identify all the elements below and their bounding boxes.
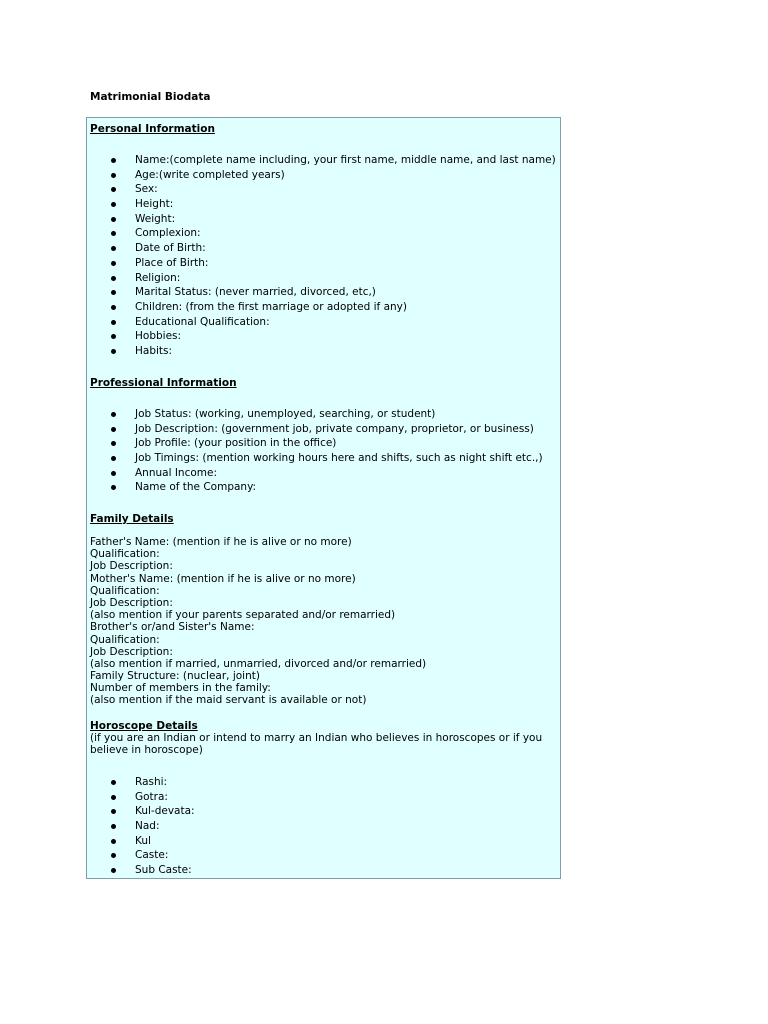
bullet-icon bbox=[111, 780, 116, 785]
bullet-icon bbox=[111, 246, 116, 251]
bullet-icon bbox=[111, 349, 116, 354]
bullet-icon bbox=[111, 471, 116, 476]
bullet-icon bbox=[111, 839, 116, 844]
text-line: Qualification: bbox=[90, 548, 160, 561]
family-details-lines bbox=[90, 536, 555, 707]
document-title: Matrimonial Biodata bbox=[90, 91, 211, 103]
personal-information-list bbox=[87, 153, 556, 359]
list-item: Job Profile: (your position in the office) bbox=[87, 436, 543, 451]
professional-information-list bbox=[87, 407, 543, 495]
list-item: Date of Birth: bbox=[87, 241, 556, 256]
horoscope-details-list bbox=[87, 775, 195, 878]
bullet-icon bbox=[111, 173, 116, 178]
list-item: Children: (from the first marriage or adopted if any) bbox=[87, 300, 556, 315]
bullet-icon bbox=[111, 824, 116, 829]
list-item: Nad: bbox=[87, 819, 195, 834]
bullet-icon bbox=[111, 305, 116, 310]
bullet-icon bbox=[111, 231, 116, 236]
text-line: Family Structure: (nuclear, joint) bbox=[90, 670, 260, 683]
text-line: Job Description: bbox=[90, 560, 173, 573]
bullet-icon bbox=[111, 261, 116, 266]
text-line: Job Description: bbox=[90, 645, 173, 658]
bullet-icon bbox=[111, 187, 116, 192]
list-item: Educational Qualification: bbox=[87, 315, 556, 330]
text-line: Brother's or/and Sister's Name: bbox=[90, 621, 255, 634]
bullet-icon bbox=[111, 795, 116, 800]
bullet-icon bbox=[111, 217, 116, 222]
bullet-icon bbox=[111, 158, 116, 163]
text-line: Qualification: bbox=[90, 633, 160, 646]
bullet-icon bbox=[111, 334, 116, 339]
text-line: Mother's Name: (mention if he is alive or no more) bbox=[90, 572, 356, 585]
bullet-icon bbox=[111, 809, 116, 814]
list-item: Height: bbox=[87, 197, 556, 212]
bullet-icon bbox=[111, 202, 116, 207]
bullet-icon bbox=[111, 290, 116, 295]
list-item: Hobbies: bbox=[87, 329, 556, 344]
family-details-heading: Family Details bbox=[90, 513, 174, 525]
bullet-icon bbox=[111, 853, 116, 858]
bullet-icon bbox=[111, 868, 116, 873]
list-item: Name of the Company: bbox=[87, 480, 543, 495]
list-item: Age:(write completed years) bbox=[87, 168, 556, 183]
list-item: Sub Caste: bbox=[87, 863, 195, 878]
list-item: Complexion: bbox=[87, 226, 556, 241]
list-item: Marital Status: (never married, divorced, etc,) bbox=[87, 285, 556, 300]
list-item: Job Status: (working, unemployed, searching, or student) bbox=[87, 407, 543, 422]
bullet-icon bbox=[111, 456, 116, 461]
list-item: Job Timings: (mention working hours here and shifts, such as night shift etc.,) bbox=[87, 451, 543, 466]
list-item: Kul bbox=[87, 834, 195, 849]
text-line: Father's Name: (mention if he is alive or no more) bbox=[90, 536, 352, 548]
list-item: Weight: bbox=[87, 212, 556, 227]
list-item: Sex: bbox=[87, 182, 556, 197]
bullet-icon bbox=[111, 320, 116, 325]
text-line: Qualification: bbox=[90, 584, 160, 597]
bullet-icon bbox=[111, 427, 116, 432]
bullet-icon bbox=[111, 441, 116, 446]
text-line: Job Description: bbox=[90, 596, 173, 609]
list-item: Caste: bbox=[87, 848, 195, 863]
text-line: Number of members in the family: bbox=[90, 682, 271, 695]
professional-information-heading: Professional Information bbox=[90, 377, 237, 389]
bullet-icon bbox=[111, 276, 116, 281]
text-line: (also mention if your parents separated and/or remarried) bbox=[90, 609, 396, 622]
list-item: Job Description: (government job, private company, proprietor, or business) bbox=[87, 422, 543, 437]
personal-information-heading: Personal Information bbox=[90, 123, 215, 135]
list-item: Kul-devata: bbox=[87, 804, 195, 819]
list-item: Rashi: bbox=[87, 775, 195, 790]
text-line: (also mention if married, unmarried, divorced and/or remarried) bbox=[90, 657, 427, 670]
list-item: Name:(complete name including, your first name, middle name, and last name) bbox=[87, 153, 556, 168]
bullet-icon bbox=[111, 485, 116, 490]
list-item: Habits: bbox=[87, 344, 556, 359]
horoscope-details-heading: Horoscope Details bbox=[90, 720, 198, 732]
list-item: Religion: bbox=[87, 271, 556, 286]
text-line: (also mention if the maid servant is available or not) bbox=[90, 694, 367, 707]
list-item: Place of Birth: bbox=[87, 256, 556, 271]
horoscope-intro: (if you are an Indian or intend to marry an Indian who believes in horoscopes or if you believe in horoscope) bbox=[90, 732, 543, 757]
list-item: Gotra: bbox=[87, 790, 195, 805]
list-item: Annual Income: bbox=[87, 466, 543, 481]
bullet-icon bbox=[111, 412, 116, 417]
biodata-box bbox=[86, 117, 561, 879]
